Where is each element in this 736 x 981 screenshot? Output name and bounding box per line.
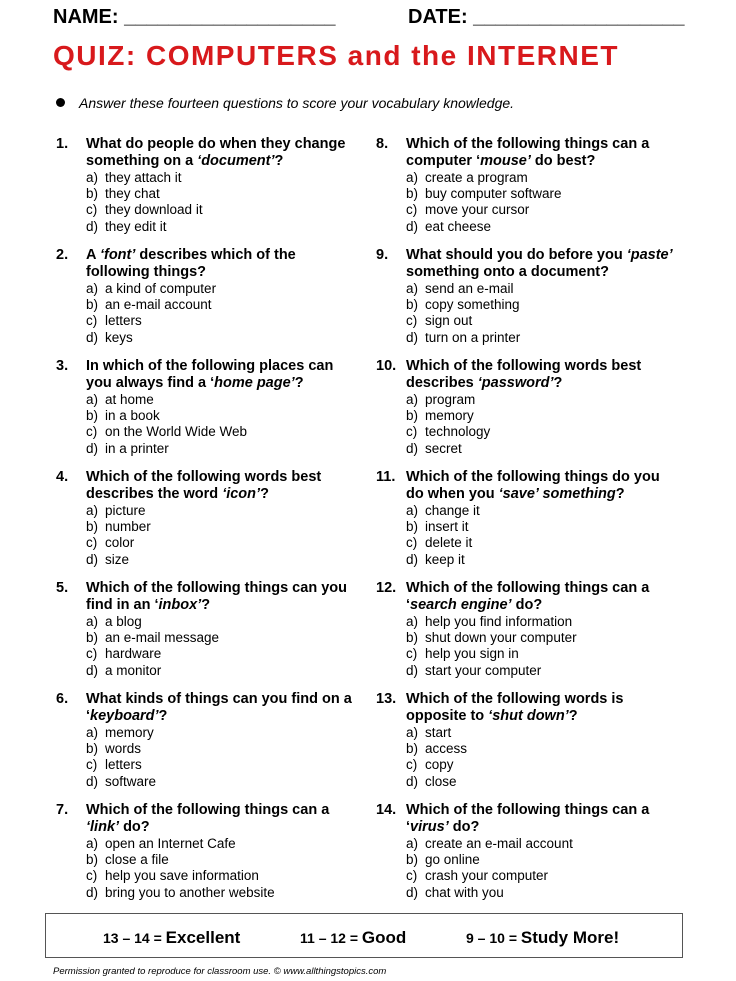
- answer-options: [86, 170, 361, 235]
- question-11: [376, 469, 681, 568]
- answer-options: [406, 725, 681, 790]
- question-9: [376, 247, 681, 346]
- option-text: bring you to another website: [105, 884, 275, 900]
- option-text: in a book: [105, 408, 160, 424]
- option-text: keep it: [425, 551, 465, 567]
- answer-option: [86, 774, 361, 790]
- option-letter: b): [86, 297, 99, 313]
- answer-option: [86, 202, 361, 218]
- option-letter: c): [406, 757, 418, 773]
- question-text-part: In which of the following places can you always find a ‘: [86, 358, 334, 391]
- option-text: eat cheese: [425, 218, 492, 234]
- question-keyword: ‘document’: [197, 153, 275, 169]
- answer-option: [86, 408, 361, 424]
- option-letter: b): [406, 408, 419, 424]
- answer-option: [86, 757, 361, 773]
- answer-option: [86, 281, 361, 297]
- answer-options: [406, 281, 681, 346]
- question-keyword: ‘shut down’: [488, 708, 569, 724]
- option-text: a blog: [105, 614, 142, 629]
- option-text: memory: [105, 725, 154, 740]
- answer-options: [86, 281, 361, 346]
- option-letter: d): [86, 662, 99, 678]
- question-text: [406, 691, 681, 725]
- page-title: QUIZ: COMPUTERS and the INTERNET: [53, 40, 619, 71]
- option-text: help you find information: [425, 614, 573, 629]
- option-letter: a): [406, 836, 419, 851]
- question-text-part: Which of the following things can a: [86, 802, 330, 818]
- option-text: color: [105, 535, 135, 551]
- option-letter: c): [86, 424, 98, 440]
- option-text: letters: [105, 313, 142, 329]
- option-text: number: [105, 519, 151, 535]
- question-4: [56, 469, 361, 568]
- option-text: letters: [105, 757, 142, 773]
- answer-options: [406, 836, 681, 901]
- option-text: an e-mail message: [105, 630, 220, 646]
- option-letter: b): [86, 630, 99, 646]
- answer-option: [406, 663, 681, 679]
- option-text: help you sign in: [425, 646, 519, 662]
- option-letter: b): [86, 741, 99, 757]
- option-letter: a): [406, 503, 419, 518]
- score-range: 13 – 14 =: [103, 930, 166, 946]
- question-text: [406, 358, 681, 392]
- option-text: an e-mail account: [105, 297, 212, 313]
- option-text: a kind of computer: [105, 281, 217, 296]
- question-10: [376, 358, 681, 457]
- option-letter: b): [406, 297, 419, 313]
- question-text-part: What kinds of things can you find on a ‘: [86, 691, 352, 724]
- copyright-footer: Permission granted to reproduce for classroom use. © www.allthingstopics.com: [53, 966, 387, 977]
- option-text: sign out: [425, 313, 473, 329]
- option-letter: d): [86, 773, 99, 789]
- question-number: 3.: [56, 358, 69, 374]
- option-text: close: [425, 773, 457, 789]
- question-text-part: ?: [553, 375, 563, 391]
- answer-option: [406, 297, 681, 313]
- option-letter: d): [406, 773, 419, 789]
- question-number: 10.: [376, 358, 397, 374]
- answer-option: [86, 186, 361, 202]
- answer-option: [86, 663, 361, 679]
- answer-option: [86, 885, 361, 901]
- option-letter: a): [86, 614, 99, 629]
- option-text: secret: [425, 440, 462, 456]
- answer-option: [86, 535, 361, 551]
- answer-option: [406, 741, 681, 757]
- answer-options: [86, 836, 361, 901]
- option-letter: c): [86, 646, 98, 662]
- option-text: memory: [425, 408, 474, 424]
- question-number: 14.: [376, 802, 397, 818]
- question-12: [376, 580, 681, 679]
- option-letter: b): [406, 852, 419, 868]
- answer-options: [86, 725, 361, 790]
- option-letter: b): [86, 408, 99, 424]
- option-letter: b): [406, 186, 419, 202]
- question-text-part: ?: [201, 597, 211, 613]
- question-text-part: ?: [260, 486, 269, 502]
- answer-options: [86, 392, 361, 457]
- question-keyword: virus’: [410, 819, 449, 835]
- answer-option: [406, 170, 681, 186]
- question-text-part: Which of the following words is opposite to: [406, 691, 624, 724]
- option-letter: c): [86, 757, 98, 773]
- answer-option: [86, 630, 361, 646]
- answer-option: [406, 330, 681, 346]
- option-letter: b): [406, 519, 419, 535]
- option-letter: b): [86, 186, 99, 202]
- option-text: delete it: [425, 535, 473, 551]
- question-text-part: do?: [448, 819, 480, 835]
- question-number: 6.: [56, 691, 69, 707]
- answer-option: [86, 441, 361, 457]
- answer-option: [86, 424, 361, 440]
- question-keyword: ‘paste’: [626, 247, 673, 263]
- answer-option: [86, 741, 361, 757]
- question-number: 8.: [376, 136, 389, 152]
- answer-option: [86, 503, 361, 519]
- question-text: [86, 469, 361, 503]
- option-text: buy computer software: [425, 186, 562, 202]
- option-text: insert it: [425, 519, 469, 535]
- option-text: in a printer: [105, 440, 169, 456]
- question-text-part: A: [86, 247, 100, 263]
- score-rating: Good: [361, 928, 407, 947]
- option-letter: d): [406, 218, 419, 234]
- answer-option: [86, 646, 361, 662]
- question-text-part: Which of the following words best describes the word: [86, 469, 322, 502]
- score-rating: Study More!: [520, 928, 620, 947]
- option-letter: c): [86, 868, 98, 884]
- question-number: 1.: [56, 136, 69, 152]
- question-keyword: ‘link’: [86, 819, 120, 835]
- instruction-text: Answer these fourteen questions to score your vocabulary knowledge.: [79, 95, 515, 111]
- question-keyword: ‘icon’: [222, 486, 261, 502]
- question-keyword: mouse’: [480, 153, 531, 169]
- score-good: [300, 928, 406, 948]
- option-letter: d): [86, 551, 99, 567]
- question-text-part: Which of the following things can a ‘: [406, 580, 650, 613]
- option-text: send an e-mail: [425, 281, 514, 296]
- option-text: chat with you: [425, 884, 504, 900]
- option-letter: b): [86, 852, 99, 868]
- instruction-line: [56, 95, 514, 111]
- answer-options: [406, 503, 681, 568]
- question-number: 13.: [376, 691, 397, 707]
- question-keyword: ‘font’: [99, 247, 136, 263]
- question-text: [406, 469, 681, 503]
- question-text: [86, 691, 361, 725]
- option-letter: c): [86, 535, 98, 551]
- question-text: [86, 136, 361, 170]
- answer-option: [406, 186, 681, 202]
- option-letter: d): [406, 329, 419, 345]
- question-number: 2.: [56, 247, 69, 263]
- question-text: [86, 247, 361, 281]
- option-letter: c): [406, 313, 418, 329]
- option-text: at home: [105, 392, 154, 407]
- question-text: [406, 136, 681, 170]
- question-number: 9.: [376, 247, 389, 263]
- question-keyword: search engine’: [410, 597, 512, 613]
- answer-option: [86, 392, 361, 408]
- question-14: [376, 802, 681, 901]
- option-letter: c): [406, 535, 418, 551]
- option-text: copy: [425, 757, 454, 773]
- score-excellent: [103, 928, 240, 948]
- answer-option: [406, 202, 681, 218]
- option-letter: a): [86, 170, 99, 185]
- option-text: they chat: [105, 186, 160, 202]
- question-2: [56, 247, 361, 346]
- question-8: [376, 136, 681, 235]
- option-text: they edit it: [105, 218, 167, 234]
- option-letter: c): [406, 424, 418, 440]
- option-letter: d): [86, 329, 99, 345]
- option-letter: b): [406, 630, 419, 646]
- answer-option: [406, 836, 681, 852]
- question-text: [406, 247, 681, 281]
- question-text-part: Which of the following things do you do when you: [406, 469, 660, 502]
- option-text: move your cursor: [425, 202, 530, 218]
- option-letter: a): [86, 281, 99, 296]
- question-keyword: inbox’: [158, 597, 202, 613]
- score-study-more: [466, 928, 619, 948]
- question-13: [376, 691, 681, 790]
- question-text: [406, 580, 681, 614]
- answer-option: [406, 725, 681, 741]
- option-letter: a): [86, 503, 99, 518]
- answer-option: [406, 535, 681, 551]
- answer-option: [86, 725, 361, 741]
- answer-option: [406, 646, 681, 662]
- question-number: 7.: [56, 802, 69, 818]
- name-field-label: NAME: ___________________: [53, 6, 336, 28]
- answer-option: [406, 519, 681, 535]
- question-text-part: do best?: [530, 153, 596, 169]
- option-letter: a): [406, 614, 419, 629]
- answer-option: [406, 774, 681, 790]
- question-text-part: Which of the following things can a computer ‘: [406, 136, 650, 169]
- answer-option: [86, 313, 361, 329]
- answer-option: [406, 852, 681, 868]
- question-text-part: ?: [294, 375, 304, 391]
- option-letter: d): [406, 440, 419, 456]
- answer-option: [86, 219, 361, 235]
- question-keyword: ‘password’: [477, 375, 554, 391]
- answer-options: [406, 392, 681, 457]
- option-letter: a): [406, 725, 419, 740]
- answer-options: [406, 614, 681, 679]
- question-text-part: What should you do before you: [406, 247, 627, 263]
- option-letter: c): [406, 202, 418, 218]
- option-text: shut down your computer: [425, 630, 577, 646]
- score-rating: Excellent: [165, 928, 241, 947]
- answer-option: [86, 836, 361, 852]
- answer-option: [86, 852, 361, 868]
- option-letter: a): [406, 281, 419, 296]
- answer-option: [406, 219, 681, 235]
- question-text-part: something onto a document?: [406, 264, 609, 280]
- answer-option: [406, 424, 681, 440]
- answer-option: [406, 630, 681, 646]
- option-letter: d): [86, 218, 99, 234]
- option-letter: c): [406, 646, 418, 662]
- question-1: [56, 136, 361, 235]
- question-text-part: describes which of the following things?: [86, 247, 296, 280]
- question-text-part: do?: [119, 819, 150, 835]
- answer-option: [406, 552, 681, 568]
- option-letter: c): [86, 313, 98, 329]
- question-text: [406, 802, 681, 836]
- option-letter: b): [86, 519, 99, 535]
- option-text: help you save information: [105, 868, 259, 884]
- question-text-part: ?: [615, 486, 625, 502]
- option-letter: d): [86, 884, 99, 900]
- option-text: they attach it: [105, 170, 182, 185]
- option-text: change it: [425, 503, 480, 518]
- answer-option: [406, 408, 681, 424]
- option-letter: c): [406, 868, 418, 884]
- question-text: [86, 358, 361, 392]
- option-letter: b): [406, 741, 419, 757]
- answer-option: [406, 313, 681, 329]
- score-range: 9 – 10 =: [466, 930, 521, 946]
- question-number: 4.: [56, 469, 69, 485]
- option-letter: c): [86, 202, 98, 218]
- answer-option: [406, 441, 681, 457]
- question-text-part: ?: [274, 153, 284, 169]
- question-number: 5.: [56, 580, 69, 596]
- option-text: software: [105, 773, 157, 789]
- question-6: [56, 691, 361, 790]
- option-letter: a): [86, 725, 99, 740]
- option-text: create a program: [425, 170, 528, 185]
- question-keyword: ‘save’ something: [498, 486, 616, 502]
- question-text-part: Which of the following things can you find in an ‘: [86, 580, 347, 613]
- answer-option: [86, 614, 361, 630]
- option-letter: a): [86, 392, 99, 407]
- question-text: [86, 580, 361, 614]
- answer-option: [406, 614, 681, 630]
- answer-option: [406, 757, 681, 773]
- bullet-icon: [56, 98, 65, 107]
- option-text: program: [425, 392, 476, 407]
- option-text: create an e-mail account: [425, 836, 573, 851]
- question-3: [56, 358, 361, 457]
- option-text: keys: [105, 329, 133, 345]
- option-text: start: [425, 725, 452, 740]
- question-5: [56, 580, 361, 679]
- answer-options: [86, 503, 361, 568]
- option-text: copy something: [425, 297, 520, 313]
- option-text: they download it: [105, 202, 203, 218]
- answer-option: [406, 885, 681, 901]
- option-text: turn on a printer: [425, 329, 521, 345]
- answer-option: [86, 552, 361, 568]
- question-7: [56, 802, 361, 901]
- answer-options: [86, 614, 361, 679]
- answer-option: [86, 519, 361, 535]
- option-letter: a): [86, 836, 99, 851]
- option-text: picture: [105, 503, 146, 518]
- option-letter: d): [406, 884, 419, 900]
- answer-options: [406, 170, 681, 235]
- option-letter: d): [406, 551, 419, 567]
- option-text: on the World Wide Web: [105, 424, 248, 440]
- option-text: close a file: [105, 852, 169, 868]
- answer-option: [86, 330, 361, 346]
- question-text-part: ?: [568, 708, 578, 724]
- question-text-part: Which of the following things can a ‘: [406, 802, 650, 835]
- answer-option: [86, 297, 361, 313]
- question-keyword: home page’: [214, 375, 295, 391]
- answer-option: [86, 170, 361, 186]
- answer-option: [406, 868, 681, 884]
- option-text: crash your computer: [425, 868, 549, 884]
- option-text: words: [105, 741, 142, 757]
- option-text: technology: [425, 424, 491, 440]
- question-text-part: Which of the following words best describes: [406, 358, 642, 391]
- answer-option: [406, 392, 681, 408]
- question-text-part: What do people do when they change something on a: [86, 136, 346, 169]
- date-field-label: DATE: ___________________: [408, 6, 685, 28]
- option-text: access: [425, 741, 468, 757]
- option-letter: d): [86, 440, 99, 456]
- option-text: open an Internet Cafe: [105, 836, 236, 851]
- question-keyword: keyboard’: [90, 708, 159, 724]
- answer-option: [406, 503, 681, 519]
- answer-option: [406, 281, 681, 297]
- score-range: 11 – 12 =: [300, 930, 362, 946]
- option-text: a monitor: [105, 662, 162, 678]
- question-number: 12.: [376, 580, 397, 596]
- score-box: [45, 913, 683, 958]
- answer-option: [86, 868, 361, 884]
- option-text: start your computer: [425, 662, 542, 678]
- question-number: 11.: [376, 469, 396, 485]
- option-text: go online: [425, 852, 480, 868]
- option-letter: d): [406, 662, 419, 678]
- option-text: hardware: [105, 646, 162, 662]
- question-text-part: do?: [511, 597, 543, 613]
- question-text-part: ?: [158, 708, 168, 724]
- question-text: [86, 802, 361, 836]
- option-letter: a): [406, 170, 419, 185]
- option-letter: a): [406, 392, 419, 407]
- option-text: size: [105, 551, 130, 567]
